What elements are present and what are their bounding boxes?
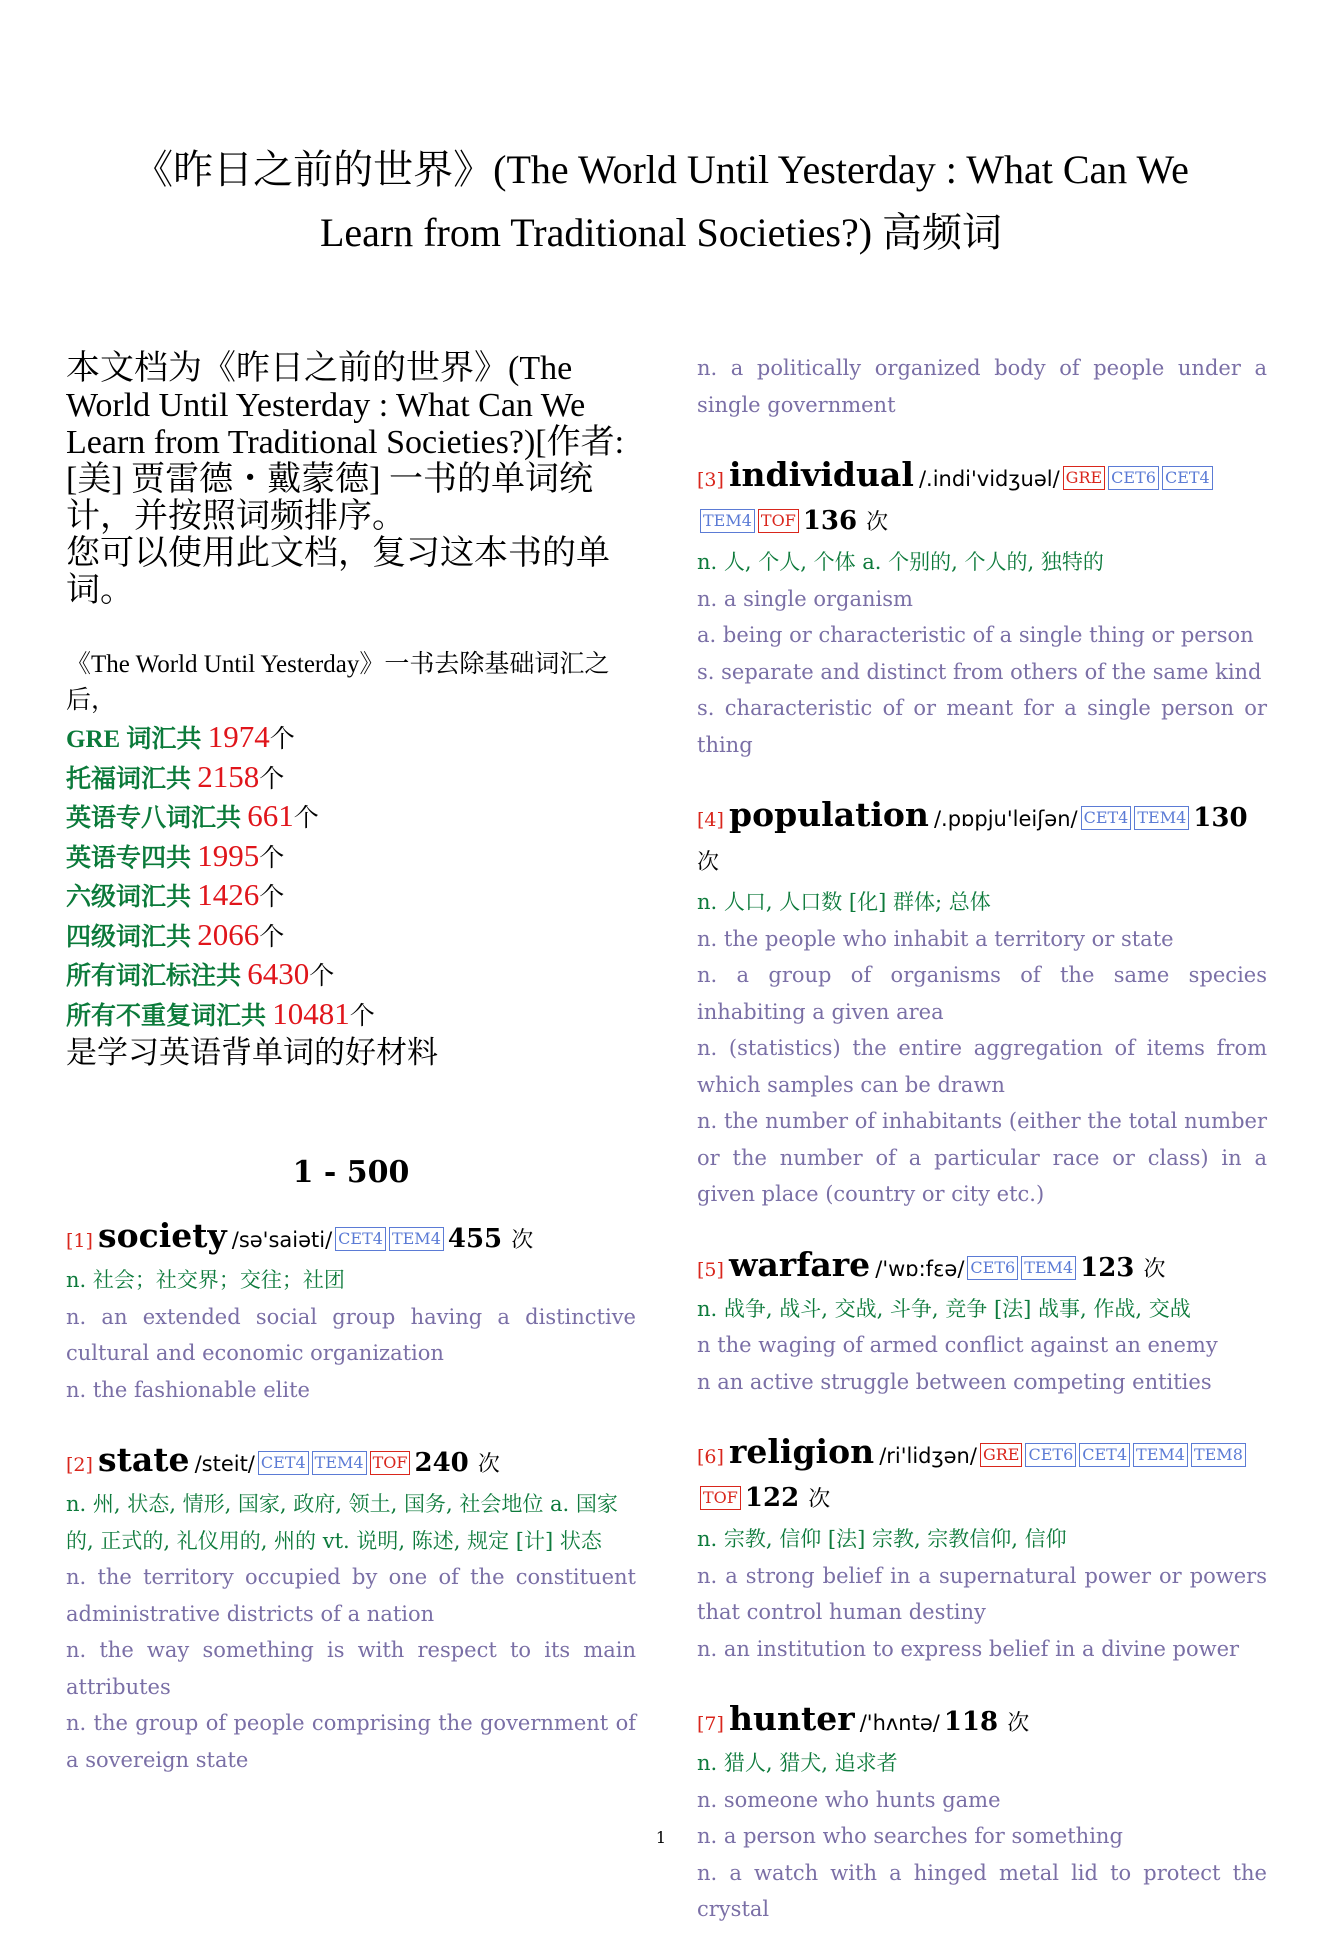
entry-word: individual: [729, 455, 914, 494]
exam-tag: TEM8: [1191, 1443, 1246, 1467]
entry-definition: n. a strong belief in a supernatural power or powers that control human destiny: [697, 1563, 1267, 1624]
stat-row: [66, 917, 636, 957]
entry-chinese-meaning: n. 战争, 战斗, 交战, 斗争, 竞争 [法] 战事, 作战, 交战: [697, 1296, 1191, 1321]
entry-phonetic: /steit/: [194, 1452, 255, 1476]
exam-tag: TEM4: [1021, 1256, 1076, 1280]
stat-label: 英语专四共: [66, 844, 198, 872]
stat-number: 6430: [247, 956, 310, 991]
exam-tag: CET4: [1162, 466, 1213, 490]
exam-tag: CET6: [967, 1256, 1018, 1280]
exam-tag: CET4: [335, 1227, 386, 1251]
entry-phonetic: /'wɒ:fεə/: [875, 1256, 965, 1281]
entry-definition: n. the people who inhabit a territory or state: [697, 926, 1174, 951]
entry-word: population: [729, 795, 929, 834]
right-column: [697, 350, 1267, 1960]
entry-phonetic: /sə'saiəti/: [231, 1228, 333, 1252]
exam-tag: GRE: [980, 1443, 1023, 1467]
right-entries: [697, 350, 1267, 1928]
page-title: [60, 138, 1262, 264]
entry-index: [3]: [697, 469, 724, 491]
entry-definition: n. a single organism: [697, 586, 913, 611]
exam-tag: GRE: [1063, 466, 1106, 490]
entry-count: 122 次: [744, 1483, 831, 1513]
entry-chinese-meaning: n. 宗教, 信仰 [法] 宗教, 宗教信仰, 信仰: [697, 1527, 1067, 1551]
entry-definition: n. the way something is with respect to its main attributes: [66, 1638, 636, 1699]
entry-definition: n. a politically organized body of people under a single government: [697, 356, 1267, 417]
vocabulary-stats: [66, 719, 636, 1035]
entry-count: 123 次: [1080, 1252, 1166, 1283]
entry-definition: a. being or characteristic of a single thing or person: [697, 623, 1254, 647]
entry-head: [697, 1699, 1267, 1745]
word-entry: [697, 1245, 1267, 1401]
entry-definition: n. a group of organisms of the same species inhabiting a given area: [697, 963, 1267, 1024]
entry-head: [697, 795, 1267, 884]
stat-number: 661: [247, 798, 294, 833]
stat-row: [66, 798, 636, 838]
word-entry: [697, 1432, 1267, 1667]
word-entry: [66, 1440, 636, 1778]
exam-tag: TEM4: [312, 1451, 367, 1475]
exam-tag: TOF: [758, 509, 799, 533]
exam-tag: TEM4: [1133, 1443, 1188, 1467]
stat-unit: 个: [259, 844, 285, 872]
entry-phonetic: /.pɒpju'leiʃən/: [933, 807, 1078, 831]
stat-label: 所有不重复词汇共: [66, 1002, 273, 1030]
stat-row: [66, 719, 636, 759]
entry-head: [697, 455, 1267, 544]
title-line-1: 《昨日之前的世界》(The World Until Yesterday : What Can We: [133, 147, 1189, 192]
entry-count: 240 次: [414, 1448, 500, 1478]
entry-definition: n. the fashionable elite: [66, 1377, 310, 1402]
word-entry: [66, 1216, 636, 1408]
stat-unit: 个: [269, 726, 295, 753]
stat-number: 2158: [197, 758, 260, 794]
exam-tag: CET4: [1079, 1443, 1130, 1467]
word-entry: [697, 455, 1267, 763]
entry-chinese-meaning: n. 猎人, 猎犬, 追求者: [697, 1751, 898, 1775]
entry-head: [66, 1440, 636, 1486]
entry-chinese-meaning: n. 州, 状态, 情形, 国家, 政府, 领土, 国务, 社会地位 a. 国家的, 正式的, 礼仪用的, 州的 vt. 说明, 陈述, 规定 [计] 状态: [66, 1492, 618, 1553]
stat-number: 1974: [207, 719, 270, 754]
entry-chinese-meaning: n. 人, 个人, 个体 a. 个别的, 个人的, 独特的: [697, 550, 1104, 574]
entry-count: 455 次: [447, 1224, 534, 1254]
entry-head: [697, 1432, 1267, 1521]
entry-count-unit: 次: [511, 1228, 534, 1253]
stat-unit: 个: [293, 805, 319, 832]
stat-row: [66, 838, 636, 878]
stat-number: 1995: [197, 837, 260, 873]
entry-definition: s. separate and distinct from others of the same kind: [697, 659, 1262, 684]
intro-paragraph-1: 本文档为《昨日之前的世界》(The World Until Yesterday : What Can We Learn from Traditional Societies?)[作者: [美] 贾雷德・戴蒙德] 一书的单词统计，并按照词频排序。: [66, 350, 625, 535]
stat-unit: 个: [259, 923, 285, 951]
entry-definition: n. a watch with a hinged metal lid to protect the crystal: [697, 1860, 1267, 1921]
title-line-2: Learn from Traditional Societies?) 高频词: [319, 210, 1003, 255]
stat-unit: 个: [349, 1002, 375, 1030]
left-entries: [66, 1216, 636, 1778]
entry-count-unit: 次: [1143, 1256, 1166, 1282]
intro-paragraph-2: 您可以使用此文档，复习这本书的单词。: [66, 535, 610, 609]
stat-label: 所有词汇标注共: [66, 963, 248, 990]
stat-label: 托福词汇共: [66, 765, 198, 793]
exam-tag: TEM4: [1134, 806, 1189, 830]
left-column: [66, 350, 636, 1810]
entry-definition: n. an extended social group having a distinctive cultural and economic organization: [66, 1304, 636, 1365]
entry-word: hunter: [729, 1699, 855, 1738]
word-entry: [697, 795, 1267, 1213]
entry-definition: n an active struggle between competing entities: [697, 1369, 1212, 1394]
entry-count-unit: 次: [477, 1452, 500, 1477]
entry-word: warfare: [729, 1244, 871, 1284]
closing-line: 是学习英语背单词的好材料: [66, 1035, 438, 1070]
entry-count-unit: 次: [866, 510, 889, 535]
entry-index: [6]: [697, 1446, 724, 1468]
exam-tag: CET4: [1081, 806, 1132, 830]
entry-count-unit: 次: [697, 850, 720, 875]
entry-count: 136 次: [802, 506, 889, 536]
entry-definition: n. an institution to express belief in a divine power: [697, 1636, 1240, 1661]
entry-definition: n. the group of people comprising the government of a sovereign state: [66, 1711, 636, 1772]
entry-definition: n. someone who hunts game: [697, 1787, 1001, 1812]
stat-number: 1426: [197, 877, 260, 912]
entry-index: [4]: [697, 809, 724, 831]
stat-row: [66, 996, 636, 1036]
word-entry: [697, 350, 1267, 423]
entry-definition: n the waging of armed conflict against an enemy: [697, 1333, 1218, 1357]
stat-number: 2066: [197, 916, 260, 952]
entry-word: state: [98, 1440, 190, 1479]
stat-label: 英语专八词汇共: [66, 805, 248, 832]
page-number: 1: [655, 1828, 667, 1847]
entry-index: [5]: [697, 1258, 724, 1281]
entry-count: 118 次: [943, 1707, 1030, 1737]
entry-count-unit: 次: [808, 1487, 831, 1512]
stat-label: 六级词汇共: [66, 884, 198, 911]
entry-word: society: [98, 1216, 227, 1255]
entry-chinese-meaning: n. 人口, 人口数 [化] 群体; 总体: [697, 890, 991, 914]
entry-definition: n. the territory occupied by one of the constituent administrative districts of a nation: [66, 1565, 636, 1626]
exam-tag: CET6: [1108, 466, 1159, 490]
stat-label: GRE 词汇共: [66, 726, 208, 753]
exam-tag: CET6: [1025, 1443, 1076, 1467]
intro-paragraph-3: 《The World Until Yesterday》一书去除基础词汇之后，: [66, 651, 610, 714]
stat-unit: 个: [259, 884, 285, 911]
entry-index: [7]: [697, 1713, 724, 1735]
stat-row: [66, 759, 636, 799]
entry-phonetic: /.indi'vidʒuəl/: [918, 467, 1060, 491]
word-entry: [697, 1699, 1267, 1928]
entry-index: [2]: [66, 1454, 93, 1476]
exam-tag: TEM4: [700, 509, 755, 533]
stat-row: [66, 956, 636, 996]
entry-phonetic: /ri'lidʒən/: [879, 1444, 977, 1468]
exam-tag: TEM4: [389, 1227, 444, 1251]
entry-definition: s. characteristic of or meant for a single person or thing: [697, 696, 1267, 757]
stat-row: [66, 877, 636, 917]
entry-index: [1]: [66, 1230, 93, 1252]
stat-unit: 个: [259, 765, 285, 793]
entry-chinese-meaning: n. 社会；社交界；交往；社团: [66, 1268, 345, 1292]
stat-unit: 个: [309, 963, 335, 990]
section-heading: 1 - 500: [292, 1155, 410, 1190]
entry-definition: n. (statistics) the entire aggregation of items from which samples can be drawn: [697, 1036, 1267, 1097]
entry-definition: n. a person who searches for something: [697, 1824, 1123, 1848]
intro-block: [66, 350, 636, 609]
exam-tag: CET4: [258, 1451, 309, 1475]
stat-label: 四级词汇共: [66, 923, 198, 951]
stat-number: 10481: [272, 995, 350, 1031]
entry-definition: n. the number of inhabitants (either the total number or the number of a particular race or class) in a given place (country or city etc.): [697, 1109, 1267, 1206]
entry-head: [66, 1216, 636, 1262]
entry-count: 130 次: [697, 803, 1248, 875]
exam-tag: TOF: [700, 1486, 741, 1510]
entry-word: religion: [729, 1432, 875, 1471]
entry-count-unit: 次: [1007, 1711, 1030, 1736]
entry-head: [697, 1245, 1267, 1291]
entry-phonetic: /'hʌntə/: [859, 1711, 940, 1735]
exam-tag: TOF: [370, 1451, 411, 1475]
